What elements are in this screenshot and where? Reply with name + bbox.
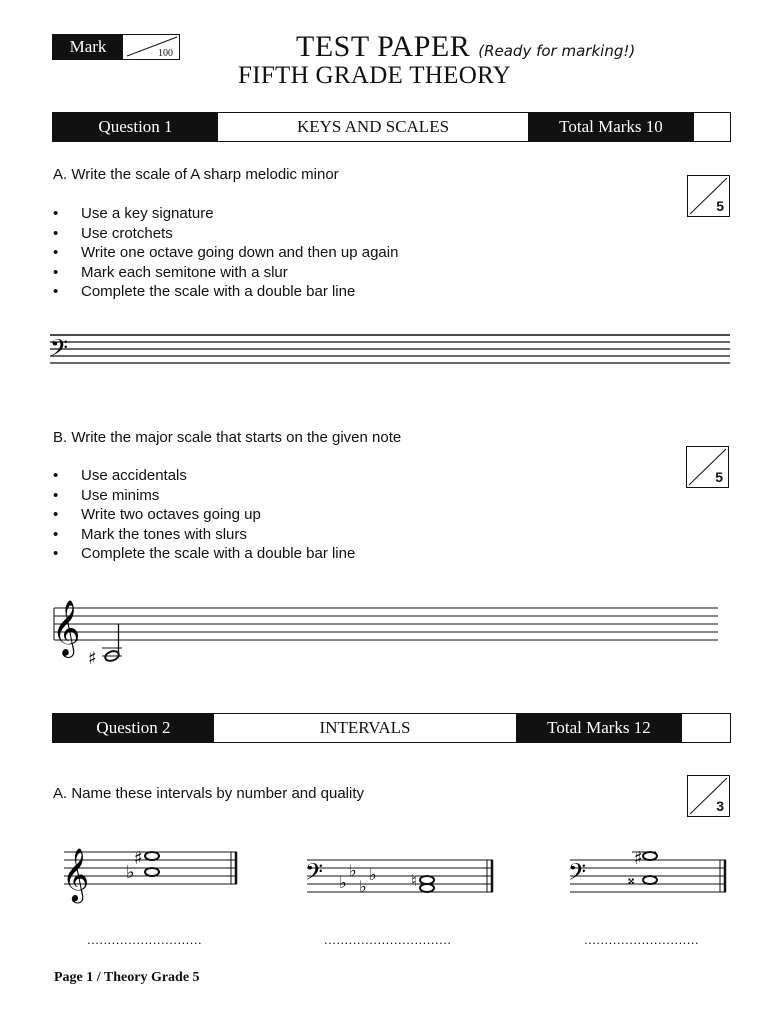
whole-note (420, 876, 434, 884)
q2a-score-box[interactable] (687, 775, 730, 817)
natural-icon: ♮ (411, 871, 417, 890)
question1-total-field[interactable] (694, 113, 730, 141)
whole-note (145, 868, 159, 876)
q1b-instructions (53, 466, 355, 564)
sharp-icon: ♯ (88, 648, 97, 669)
bass-clef-icon: 𝄢 (50, 334, 69, 367)
title-text: TEST PAPER (296, 30, 471, 63)
flat-icon: ♭ (339, 873, 347, 892)
question1-topic: KEYS AND SCALES (296, 117, 450, 136)
mark-box (52, 34, 180, 60)
q1a-prompt: A. Write the scale of A sharp melodic minor (53, 166, 339, 183)
question1-label: Question 1 (53, 113, 218, 141)
whole-note (420, 884, 434, 892)
q2a-prompt: A. Name these intervals by number and quality (53, 785, 364, 802)
bass-clef-icon: 𝄢 (305, 858, 324, 891)
list-item: • Complete the scale with a double bar line (53, 544, 355, 564)
question2-total-field[interactable] (682, 714, 730, 742)
question2-label: Question 2 (53, 714, 214, 742)
flat-icon: ♭ (126, 862, 135, 883)
q1a-marks: 5 (716, 198, 724, 214)
page-subtitle: FIFTH GRADE THEORY (238, 62, 512, 89)
interval-1-staff (62, 840, 242, 904)
flat-icon: ♭ (369, 865, 377, 884)
list-item: • Use accidentals (53, 466, 355, 486)
list-item: • Mark the tones with slurs (53, 525, 355, 545)
sharp-icon: ♯ (134, 848, 143, 869)
flat-icon: ♭ (349, 861, 357, 880)
whole-note (643, 876, 657, 884)
treble-clef-icon: 𝄞 (52, 600, 81, 656)
interval-2-staff (305, 856, 495, 896)
q2a-marks: 3 (716, 798, 724, 814)
whole-note (145, 852, 159, 860)
page-title (296, 30, 635, 64)
mark-total: 100 (158, 48, 173, 59)
q1b-score-box[interactable] (686, 446, 729, 488)
mark-label: Mark (53, 35, 123, 59)
double-sharp-icon: 𝄪 (628, 872, 635, 888)
list-item: • Use crotchets (53, 224, 398, 244)
whole-note (643, 852, 657, 860)
q1a-instructions (53, 204, 398, 302)
interval-3-staff (568, 840, 728, 904)
q1b-marks: 5 (715, 469, 723, 485)
list-item: • Use a key signature (53, 204, 398, 224)
q1a-score-box[interactable] (687, 175, 730, 217)
flat-icon: ♭ (359, 877, 367, 896)
question2-topic: INTERVALS (319, 718, 411, 737)
list-item: • Write two octaves going up (53, 505, 355, 525)
page-footer: Page 1 / Theory Grade 5 (54, 970, 200, 985)
question2-header (52, 713, 731, 743)
list-item: • Mark each semitone with a slur (53, 263, 398, 283)
question2-total: Total Marks 12 (516, 714, 682, 742)
treble-clef-icon: 𝄞 (62, 847, 90, 901)
question1-total: Total Marks 10 (528, 113, 694, 141)
interval-1-answer[interactable]: ............................ (87, 932, 203, 947)
interval-2-answer[interactable]: ............................... (324, 932, 452, 947)
q1b-staff[interactable] (50, 590, 720, 670)
title-note: (Ready for marking!) (478, 42, 636, 60)
list-item: • Complete the scale with a double bar line (53, 282, 398, 302)
q1b-prompt: B. Write the major scale that starts on the given note (53, 429, 402, 446)
list-item: • Write one octave going down and then up again (53, 243, 398, 263)
interval-3-answer[interactable]: ............................ (584, 932, 700, 947)
q1a-staff[interactable] (50, 330, 732, 370)
mark-score-field[interactable] (123, 35, 179, 59)
bass-clef-icon: 𝄢 (568, 858, 587, 891)
question1-header (52, 112, 731, 142)
list-item: • Use minims (53, 486, 355, 506)
sharp-icon: ♯ (634, 848, 643, 869)
